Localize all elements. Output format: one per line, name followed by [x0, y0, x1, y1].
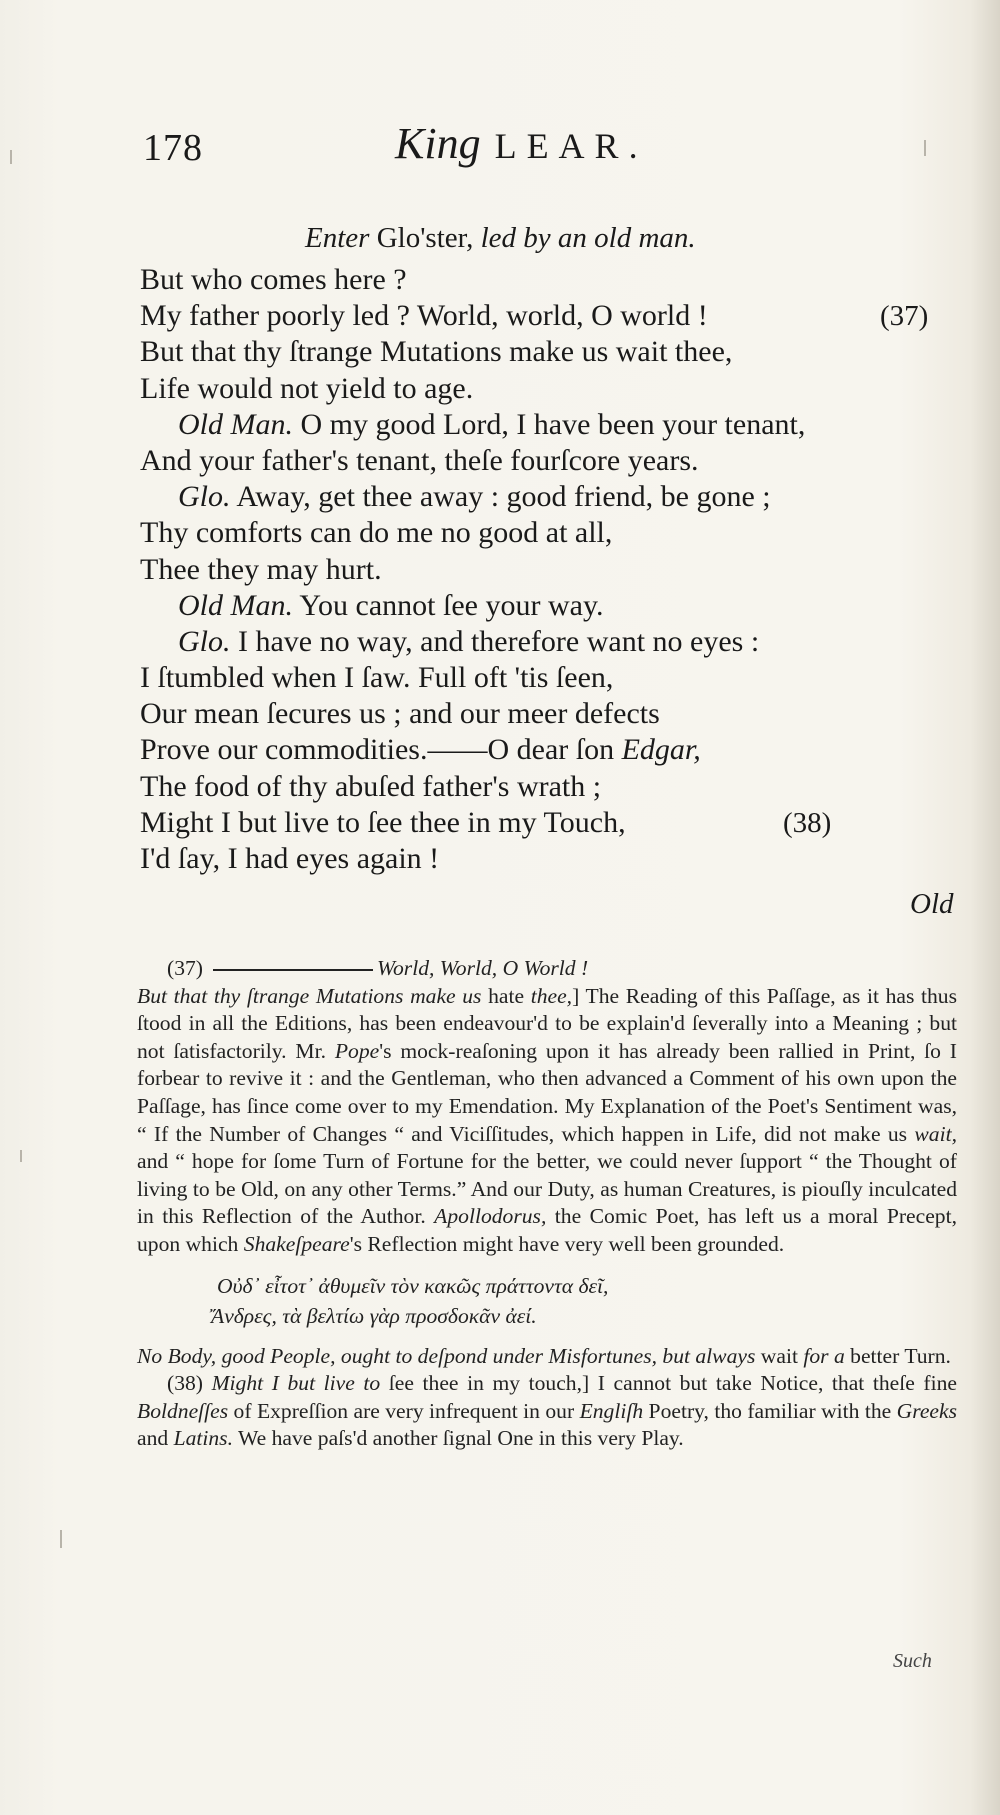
note-lemma: World, World, O World !: [376, 956, 589, 980]
speaker-name: Glo.: [178, 480, 231, 514]
footnotes: [137, 955, 957, 1453]
verse-line: Our mean ſecures us ; and our meer defects: [140, 697, 660, 731]
verse-line: Glo. Away, get thee away : good friend, be gone ;: [178, 480, 771, 514]
verse-line: Thy comforts can do me no good at all,: [140, 516, 613, 550]
verse-line: Thee they may hurt.: [140, 552, 382, 586]
verse-line: But who comes here ?: [140, 263, 407, 296]
page-number: 178: [143, 127, 203, 169]
verse-line: Old Man. You cannot ſee your way.: [178, 588, 604, 622]
verse-line: Prove our commodities.——O dear ſon Edgar,: [140, 733, 701, 767]
dash-rule: [213, 969, 373, 971]
running-title-italic: King: [395, 119, 481, 168]
speaker-name: Old Man.: [178, 588, 293, 622]
verse-line: Might I but live to ſee thee in my Touch, (38): [140, 805, 832, 839]
stage-direction-rest: led by an old man.: [480, 222, 696, 254]
speaker-name: Old Man.: [178, 407, 293, 441]
note-37-body: But that thy ſtrange Mutations make us hate thee,] The Reading of this Paſſage, as it has thus ſtood in all the Editions, has been endeavour'd to be explain'd ſeverally into a Meaning ; but not ſatisfactorily. Mr. Pope's mock-reaſoning upon it has already been rallied in Print, ſo I forbear to revive it : and the Gentleman, who then advanced a Comment of his own upon the Paſſage, has ſince come over to my Emendation. My Explanation of the Poet's Sentiment was, “ If the Number of Changes “ and Viciſſitudes, which happen in Life, did not make us wait, and “ hope for ſome Turn of Fortune for the better, we could never ſupport “ the Thought of living to be Old, on any other Terms.” And our Duty, as human Creatures, is piouſly inculcated in this Reflection of the Author. Apollodorus, the Comic Poet, has left us a moral Precept, upon which Shakeſpeare's Reflection might have very well been grounded.: [137, 983, 957, 1256]
note-37-heading: [137, 955, 957, 983]
note-reference-38: (38): [783, 806, 832, 839]
margin-speck: [924, 140, 926, 156]
note-reference-37: (37): [880, 300, 929, 333]
note-number: (37): [167, 956, 203, 980]
verse-line: But that thy ſtrange Mutations make us wait thee,: [140, 335, 733, 369]
verse-line: I'd ſay, I had eyes again !: [140, 842, 440, 875]
catchword: Such: [893, 1650, 932, 1672]
note-38-body: (38) Might I but live to ſee thee in my touch,] I cannot but take Notice, that theſe fine Boldneſſes of Expreſſion are very infrequent in our Engliſh Poetry, tho familiar with the Greeks and Latins. We have paſs'd another ſignal One in this very Play.: [137, 1371, 958, 1451]
verse-block: [140, 262, 960, 877]
greek-line: Οὐδ᾽ εἶτοτ᾽ ἀθυμεῖν τὸν κακῶς πράττοντα δεῖ,: [217, 1273, 609, 1298]
greek-quotation: [211, 1271, 957, 1331]
running-title-caps: LEAR.: [494, 126, 648, 166]
margin-speck: [60, 1530, 62, 1548]
catchword: Old: [910, 888, 954, 920]
margin-speck: [10, 150, 12, 164]
greek-line: Ἄνδρες, τὰ βελτίω γὰρ προσδοκᾶν ἀεί.: [211, 1303, 537, 1328]
verse-line: And your father's tenant, theſe fourſcore years.: [140, 443, 699, 477]
verse-line: Old Man. O my good Lord, I have been your tenant,: [178, 407, 806, 441]
page-header: [143, 118, 863, 178]
stage-direction-name: Glo'ster,: [376, 222, 474, 254]
verse-line: My father poorly led ? World, world, O world ! (37): [140, 299, 929, 333]
verse-line: Life would not yield to age.: [140, 371, 474, 405]
translation: No Body, good People, ought to deſpond under Misfortunes, but always wait for a better Turn.: [137, 1343, 951, 1368]
verse-line: The food of thy abuſed father's wrath ;: [140, 769, 602, 803]
stage-direction: [305, 222, 696, 255]
stage-direction-enter: Enter: [305, 222, 370, 254]
note-number: (38): [167, 1371, 212, 1396]
verse-line: Glo. I have no way, and therefore want no eyes :: [178, 624, 760, 658]
speaker-name: Glo.: [178, 624, 231, 658]
margin-speck: [20, 1150, 22, 1162]
verse-line: I ſtumbled when I ſaw. Full oft 'tis ſeen,: [140, 661, 614, 695]
running-title: [395, 118, 648, 169]
